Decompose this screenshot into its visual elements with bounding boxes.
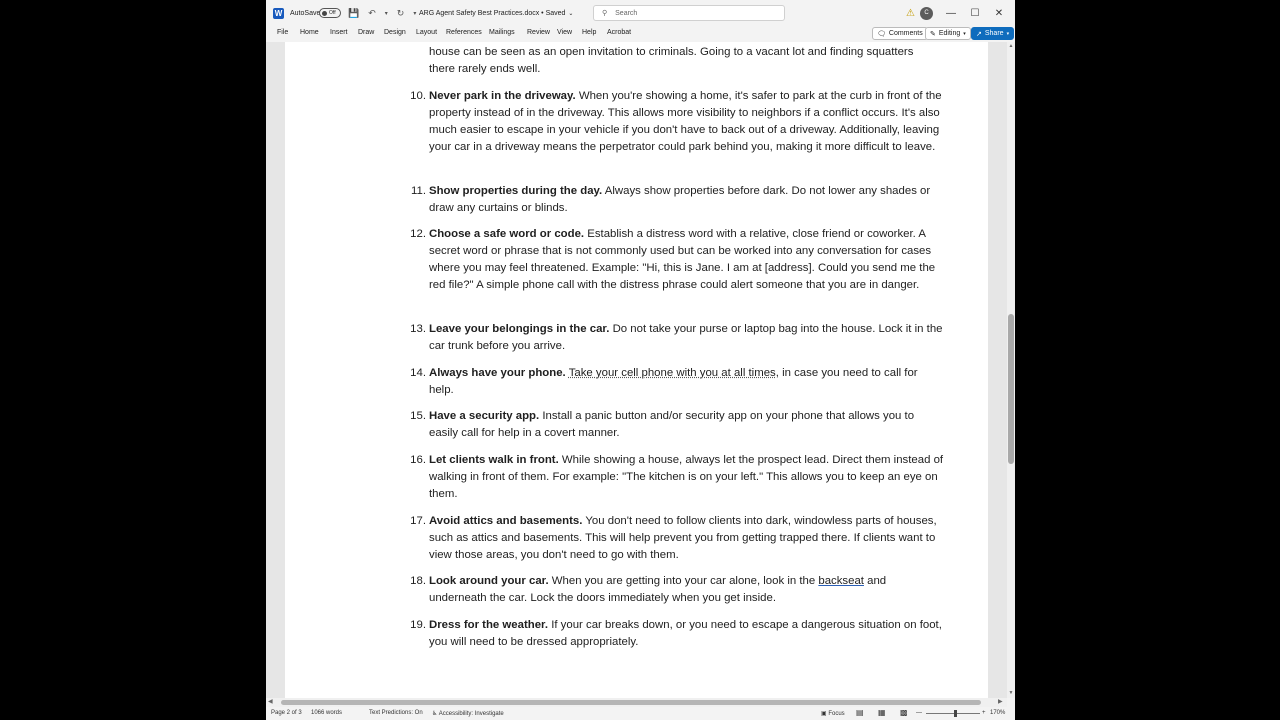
list-number: 19.	[410, 619, 426, 631]
autosave-state: Off	[329, 10, 336, 16]
tab-help[interactable]: Help	[582, 29, 597, 36]
list-item-title: Let clients walk in front.	[429, 454, 559, 466]
save-icon[interactable]: 💾	[348, 7, 360, 18]
share-label: Share	[984, 30, 1004, 37]
toggle-knob	[322, 11, 327, 16]
undo-icon[interactable]: ↶	[368, 7, 376, 18]
focus-icon: ▣	[821, 711, 827, 717]
search-box[interactable]	[593, 5, 785, 21]
list-number: 11.	[411, 185, 426, 197]
spelling-flagged-word[interactable]: backseat	[818, 575, 864, 587]
list-number: 17.	[410, 515, 426, 527]
document-canvas	[266, 42, 1007, 698]
title-dropdown-icon[interactable]: ⌄	[568, 10, 574, 17]
list-item-text	[429, 617, 944, 651]
pencil-icon: ✎	[930, 30, 936, 38]
document-page[interactable]	[285, 42, 988, 698]
tab-design[interactable]: Design	[384, 29, 406, 36]
print-layout-icon[interactable]: ▦	[878, 708, 886, 717]
close-icon[interactable]: ✕	[994, 7, 1004, 19]
list-item-body: Establish a distress word with a relative, close friend or coworker. A secret word or phrase that is not commonly used but can be worked into any conversation for cases where you may feel threatened. Example: "Hi, this is Jane. I am at [address]. Could you send me the red file?" A simple phone call with the distress phrase could alert someone that you are in danger.	[429, 228, 936, 292]
grammar-flagged-text[interactable]: Take your cell phone with you at all times	[568, 367, 776, 379]
list-number: 14.	[410, 367, 426, 379]
chevron-down-icon: ▾	[1006, 30, 1010, 37]
ribbon-tabs	[266, 26, 1015, 42]
tab-draw[interactable]: Draw	[358, 29, 375, 36]
list-item-body: You don't need to follow clients into dark, windowless parts of houses, such as attics and basements. This will help prevent you from getting trapped there. If clients want to view those areas, you don't need to go with them.	[429, 515, 937, 562]
tab-acrobat[interactable]: Acrobat	[607, 29, 632, 36]
vertical-scrollbar[interactable]	[1007, 42, 1015, 698]
search-placeholder: Search	[615, 9, 638, 17]
tab-references[interactable]: References	[446, 29, 482, 36]
zoom-slider-thumb[interactable]	[954, 710, 957, 717]
list-item-body: When you're showing a home, it's safer to park at the curb in front of the property instead of in the driveway. This allows more visibility to neighbors if a conflict occurs. It's also much easier to escape in your vehicle if you don't have to back out of a driveway. Additionally, leaving your car in a driveway means the perpetrator could park behind you, making it more difficult to leave.	[429, 90, 942, 154]
document-title[interactable]: ARG Agent Safety Best Practices.docx • Saved	[419, 9, 566, 17]
list-item-text	[429, 321, 944, 355]
list-number: 12.	[410, 228, 426, 240]
search-icon: ⚲	[602, 10, 608, 17]
chevron-down-icon: ▾	[963, 30, 966, 37]
word-count[interactable]: 1066 words	[311, 710, 343, 716]
horizontal-scrollbar[interactable]	[266, 698, 1007, 707]
scroll-up-icon[interactable]: ▲	[1008, 43, 1014, 49]
list-item-title: Dress for the weather.	[429, 619, 549, 631]
list-number: 15.	[410, 410, 426, 422]
list-item-text	[429, 226, 944, 294]
list-item-body-before: When you are getting into your car alone, look in the	[551, 575, 819, 587]
text-predictions-status[interactable]: Text Predictions: On	[369, 710, 423, 716]
comment-icon: 🗨	[877, 30, 886, 38]
list-item-body: and underneath the car. Lock the doors immediately when you get inside.	[429, 575, 887, 605]
page-indicator[interactable]: Page 2 of 3	[271, 710, 302, 716]
autosave-label: AutoSave	[290, 9, 321, 17]
tab-view[interactable]: View	[557, 29, 573, 36]
customize-toolbar-icon[interactable]: ▾	[413, 10, 417, 17]
share-icon: ↗	[976, 30, 982, 38]
list-item-title: Show properties during the day.	[429, 185, 603, 197]
maximize-icon[interactable]: ☐	[970, 7, 980, 19]
autosave-toggle[interactable]	[319, 8, 341, 18]
list-item-body: Install a panic button and/or security app on your phone that allows you to easily call for help in a covert manner.	[429, 410, 915, 440]
list-item-text	[429, 183, 944, 217]
vertical-scroll-thumb[interactable]	[1008, 314, 1014, 464]
web-layout-icon[interactable]: ▩	[900, 708, 908, 717]
list-item-body: If your car breaks down, or you need to escape a dangerous situation on foot, you will need to be dressed appropriately.	[429, 619, 942, 649]
status-bar	[266, 707, 1015, 720]
warning-icon[interactable]: ⚠	[906, 7, 915, 19]
paragraph-fragment-line: house can be seen as an open invitation to criminals. Going to a vacant lot and finding squatters	[429, 46, 914, 58]
editing-mode-button[interactable]	[925, 27, 971, 40]
accessibility-icon: ♿	[432, 711, 438, 717]
scroll-down-icon[interactable]: ▼	[1008, 690, 1014, 696]
scroll-left-icon[interactable]: ◀	[268, 699, 273, 705]
horizontal-scroll-thumb[interactable]	[281, 700, 981, 705]
list-item-title: Look around your car.	[429, 575, 549, 587]
list-item-title: Leave your belongings in the car.	[429, 323, 610, 335]
list-item-text	[429, 452, 944, 503]
word-window	[266, 0, 1015, 720]
list-number: 10.	[410, 90, 426, 102]
share-button[interactable]	[971, 27, 1014, 40]
list-number: 13.	[410, 323, 426, 335]
comments-button[interactable]	[872, 27, 928, 40]
tab-mailings[interactable]: Mailings	[489, 29, 515, 36]
list-item-title: Never park in the driveway.	[429, 90, 576, 102]
list-item-title: Have a security app.	[429, 410, 540, 422]
redo-icon[interactable]: ↻	[396, 7, 405, 18]
accessibility-status[interactable]	[432, 710, 504, 717]
list-item-body: , in case you need to call for help.	[429, 367, 918, 397]
list-item-body: Always show properties before dark. Do not lower any shades or draw any curtains or blinds.	[429, 185, 931, 215]
word-app-icon: W	[274, 8, 283, 18]
focus-label: Focus	[828, 711, 845, 717]
tab-file[interactable]: File	[277, 29, 289, 36]
list-item-title: Avoid attics and basements.	[429, 515, 583, 527]
list-item-text	[429, 365, 944, 399]
minimize-icon[interactable]: —	[946, 7, 956, 19]
zoom-level[interactable]: 170%	[990, 710, 1006, 716]
paragraph-fragment-line: there rarely ends well.	[429, 63, 541, 75]
editing-label: Editing	[938, 30, 961, 37]
list-item-text	[429, 88, 944, 156]
list-item-text	[429, 573, 944, 607]
list-item-text	[429, 408, 944, 442]
list-item-body: While showing a house, always let the prospect lead. Direct them instead of walking in front of them. For example: "The kitchen is on your left." This allows you to keep an eye on them.	[429, 454, 944, 501]
zoom-in-icon[interactable]: +	[982, 710, 986, 716]
tab-insert[interactable]: Insert	[330, 29, 348, 36]
undo-dropdown-icon[interactable]: ▾	[384, 10, 388, 17]
list-item-body: Do not take your purse or laptop bag into the house. Lock it in the car trunk before you arrive.	[429, 323, 943, 353]
tab-home[interactable]: Home	[300, 29, 319, 36]
list-number: 16.	[410, 454, 426, 466]
accessibility-label: Accessibility: Investigate	[438, 711, 504, 717]
zoom-out-icon[interactable]: —	[916, 710, 922, 716]
tab-layout[interactable]: Layout	[416, 29, 438, 36]
zoom-slider[interactable]	[926, 713, 980, 714]
list-item-title: Choose a safe word or code.	[429, 228, 585, 240]
read-mode-icon[interactable]: ▤	[856, 708, 864, 717]
list-number: 18.	[410, 575, 426, 587]
title-bar	[266, 0, 1015, 26]
avatar[interactable]: C	[920, 7, 933, 20]
tab-review[interactable]: Review	[527, 29, 550, 36]
comments-label: Comments	[888, 30, 923, 37]
scroll-right-icon[interactable]: ▶	[998, 699, 1003, 705]
list-item-text	[429, 513, 944, 564]
focus-button[interactable]	[821, 710, 845, 717]
list-item-title: Always have your phone.	[429, 367, 566, 379]
